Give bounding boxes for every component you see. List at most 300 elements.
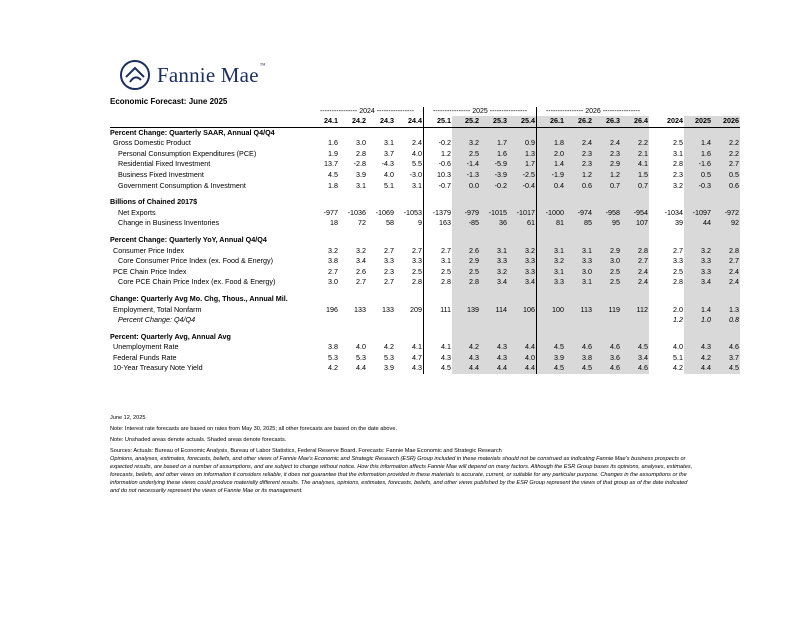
- quarter-cell: -977: [323, 207, 338, 217]
- quarter-cell: -4.3: [381, 159, 394, 169]
- annual-cell: -0.3: [684, 181, 712, 192]
- quarter-cell: [621, 332, 649, 343]
- year-group-label: ---------------- 2024 ----------------: [311, 107, 424, 116]
- annual-cell: 4.0: [673, 342, 683, 352]
- annual-cell: 44: [684, 218, 712, 229]
- quarter-cell: -1036: [347, 207, 366, 217]
- quarter-cell: 0.9: [508, 138, 537, 149]
- annual-cell: 4.5: [712, 363, 740, 374]
- quarter-cell: [565, 294, 593, 305]
- gap-cell: [649, 197, 656, 208]
- annual-cell: 3.3: [673, 256, 683, 266]
- quarter-cell: [621, 315, 649, 326]
- quarter-cell: 1.2: [565, 170, 593, 181]
- quarter-cell: [424, 294, 453, 305]
- annual-cell: -1097: [684, 208, 712, 219]
- annual-cell: 4.3: [684, 342, 712, 353]
- quarter-cell: 4.3: [452, 353, 480, 364]
- annual-cell: 1.4: [684, 305, 712, 316]
- quarter-cell: 3.2: [537, 256, 566, 267]
- quarter-cell: 2.3: [593, 149, 621, 160]
- quarter-cell: [452, 332, 480, 343]
- annual-cell: [712, 235, 740, 246]
- quarter-cell: 81: [537, 218, 566, 229]
- quarter-cell: [621, 294, 649, 305]
- quarter-cell: -1017: [508, 208, 537, 219]
- quarter-cell: 0.7: [621, 181, 649, 192]
- table-row: [110, 267, 740, 278]
- quarter-cell: -1053: [395, 208, 424, 219]
- quarter-cell: [593, 315, 621, 326]
- annual-cell: 2.0: [673, 304, 683, 314]
- gap-cell: [649, 159, 656, 170]
- quarter-cell: -2.5: [508, 170, 537, 181]
- quarter-cell: 3.3: [508, 256, 537, 267]
- quarter-cell: [537, 127, 566, 138]
- section-title-row: [110, 294, 740, 305]
- quarter-cell: 25.1: [424, 116, 453, 127]
- gap-cell: [649, 315, 656, 326]
- quarter-cell: 2.5: [441, 266, 451, 276]
- quarter-cell: 2.5: [452, 267, 480, 278]
- quarter-cell: -954: [621, 208, 649, 219]
- row-label: Core PCE Chain Price Index (ex. Food & Energy): [118, 277, 276, 287]
- quarter-cell: [424, 127, 453, 138]
- quarter-cell: [311, 315, 339, 326]
- annual-cell: 1.4: [684, 138, 712, 149]
- quarter-cell: [480, 294, 508, 305]
- quarter-cell: [537, 332, 566, 343]
- annual-cell: 4.6: [712, 342, 740, 353]
- quarter-cell: 2.7: [441, 245, 451, 255]
- row-label: Employment, Total Nonfarm: [113, 304, 202, 314]
- quarter-cell: 2.9: [593, 246, 621, 257]
- annual-cell: [656, 235, 684, 246]
- annual-cell: 2.7: [673, 245, 683, 255]
- quarter-cell: 4.1: [395, 342, 424, 353]
- forecast-table: [110, 107, 740, 374]
- year-group-label: ---------------- 2026 ----------------: [545, 108, 641, 115]
- quarter-cell: 3.1: [480, 246, 508, 257]
- gap-cell: [649, 170, 656, 181]
- row-label: 10-Year Treasury Note Yield: [113, 363, 203, 373]
- annual-cell: 2.4: [712, 277, 740, 288]
- quarter-cell: -3.0: [395, 170, 424, 181]
- annual-cell: 2.3: [673, 169, 683, 179]
- quarter-cell: -85: [452, 218, 480, 229]
- quarter-cell: -1015: [480, 208, 508, 219]
- quarter-cell: 95: [593, 218, 621, 229]
- annual-cell: [656, 332, 684, 343]
- quarter-cell: [537, 197, 566, 208]
- gap-cell: [649, 235, 656, 246]
- quarter-cell: [367, 197, 395, 208]
- quarter-cell: 1.2: [593, 170, 621, 181]
- quarter-cell: [621, 235, 649, 246]
- quarter-cell: 4.3: [480, 342, 508, 353]
- quarter-cell: 3.0: [593, 256, 621, 267]
- section-title: Change: Quarterly Avg Mo. Chg, Thous., Annual Mil.: [110, 293, 288, 303]
- table-row: [110, 138, 740, 149]
- quarter-cell: 4.1: [441, 342, 451, 352]
- gap-cell: [649, 138, 656, 149]
- quarter-cell: 0.0: [452, 181, 480, 192]
- quarter-cell: 1.6: [328, 138, 338, 148]
- gap-cell: [649, 305, 656, 316]
- quarter-cell: [565, 332, 593, 343]
- annual-cell: [656, 294, 684, 305]
- gap-cell: [649, 353, 656, 364]
- annual-cell: 2.8: [673, 277, 683, 287]
- gap-cell: [649, 256, 656, 267]
- annual-cell: 92: [712, 218, 740, 229]
- annual-cell: 2.2: [712, 149, 740, 160]
- quarter-cell: [367, 127, 395, 138]
- quarter-cell: -0.4: [508, 181, 537, 192]
- annual-cell: -1034: [664, 207, 683, 217]
- annual-cell: 4.4: [684, 363, 712, 374]
- quarter-cell: 111: [440, 304, 451, 314]
- quarter-cell: 58: [386, 218, 394, 228]
- quarter-cell: [424, 332, 453, 343]
- annual-cell: [684, 294, 712, 305]
- quarter-cell: 1.3: [508, 149, 537, 160]
- quarter-cell: 2.7: [356, 277, 366, 287]
- quarter-cell: 2.6: [356, 266, 366, 276]
- note-shading: Note: Unshaded areas denote actuals. Shaded areas denote forecasts.: [110, 437, 287, 443]
- note-sources: Sources: Actuals: Bureau of Economic Analysis, Bureau of Labor Statistics, Federal Reserve Board. Forecasts: Fannie Mae Economic and Strategic Research: [110, 448, 502, 454]
- quarter-cell: 1.4: [537, 159, 566, 170]
- quarter-cell: [311, 127, 339, 138]
- annual-cell: 2024: [656, 116, 684, 127]
- quarter-cell: [367, 332, 395, 343]
- quarter-cell: 26.2: [565, 116, 593, 127]
- quarter-cell: 85: [565, 218, 593, 229]
- quarter-cell: [480, 315, 508, 326]
- quarter-cell: [311, 294, 339, 305]
- quarter-cell: 3.2: [508, 246, 537, 257]
- quarter-cell: 3.2: [356, 245, 366, 255]
- annual-cell: 4.2: [684, 353, 712, 364]
- quarter-cell: 2.0: [537, 149, 566, 160]
- quarter-cell: 18: [330, 218, 338, 228]
- quarter-cell: 1.9: [328, 148, 338, 158]
- gap-cell: [649, 277, 656, 288]
- annual-cell: 2.4: [712, 267, 740, 278]
- annual-cell: 2026: [712, 116, 740, 127]
- quarter-cell: [395, 332, 424, 343]
- quarter-cell: 1.6: [480, 149, 508, 160]
- quarter-cell: [367, 235, 395, 246]
- gap-cell: [649, 149, 656, 160]
- quarter-cell: 72: [358, 218, 366, 228]
- quarter-cell: 2.6: [452, 246, 480, 257]
- notes-section: [110, 414, 695, 495]
- quarter-cell: -1.4: [452, 159, 480, 170]
- row-label: Government Consumption & Investment: [118, 180, 246, 190]
- quarter-cell: [593, 235, 621, 246]
- quarter-cell: 10.3: [437, 169, 451, 179]
- annual-cell: 1.2: [673, 315, 683, 325]
- gap-cell: [649, 127, 656, 138]
- quarter-cell: [367, 294, 395, 305]
- quarter-cell: [311, 197, 339, 208]
- quarter-cell: 133: [354, 304, 366, 314]
- quarter-cell: [424, 197, 453, 208]
- quarter-cell: [593, 332, 621, 343]
- quarter-cell: -1.9: [537, 170, 566, 181]
- quarter-cell: [537, 235, 566, 246]
- quarter-cell: 4.5: [328, 169, 338, 179]
- table-row: [110, 305, 740, 316]
- quarter-cell: 3.1: [565, 277, 593, 288]
- row-label: Net Exports: [118, 207, 156, 217]
- table-row: [110, 218, 740, 229]
- quarter-cell: [565, 197, 593, 208]
- quarter-cell: [395, 197, 424, 208]
- annual-cell: [656, 197, 684, 208]
- gap-cell: [649, 218, 656, 229]
- quarter-cell: 3.0: [565, 267, 593, 278]
- quarter-cell: -5.9: [480, 159, 508, 170]
- quarter-cell: -1069: [375, 207, 394, 217]
- quarter-cell: 5.1: [384, 180, 394, 190]
- quarter-cell: 4.4: [480, 363, 508, 374]
- quarter-cell: 4.7: [395, 353, 424, 364]
- gap-cell: [649, 116, 656, 127]
- quarter-cell: 61: [508, 218, 537, 229]
- note-disclaimer: Opinions, analyses, estimates, forecasts, beliefs, and other views of Fannie Mae's Economic and Strategic Research (ESR) Group included in these materials should not be construed as indicating Fannie Mae's business prospects or expected results, are based on a number of assumptions, and are subject to change without notice. How this information affects Fannie Mae will depend on many factors. Although the ESR Group bases its opinions, analyses, estimates, forecasts, beliefs, and other views on information it considers reliable, it does not guarantee that the information provided in these materials is accurate, current, or suitable for any particular purpose. Changes in the assumptions or the information underlying these views could produce materially different results. The analyses, opinions, estimates, forecasts, beliefs, and other views published by the ESR Group represent the views of that group as of the date indicated and do not necessarily represent the views of Fannie Mae or its management.: [110, 456, 693, 494]
- table-row: [110, 159, 740, 170]
- annual-cell: [684, 197, 712, 208]
- quarter-cell: 3.1: [565, 246, 593, 257]
- quarter-cell: 3.4: [356, 256, 366, 266]
- quarter-cell: -979: [452, 208, 480, 219]
- quarter-cell: 100: [537, 305, 566, 316]
- quarter-cell: 2.7: [328, 266, 338, 276]
- quarter-cell: -3.9: [480, 170, 508, 181]
- quarter-cell: -1.3: [452, 170, 480, 181]
- quarter-cell: [537, 294, 566, 305]
- quarter-cell: 2.8: [356, 148, 366, 158]
- quarter-cell: 3.1: [537, 246, 566, 257]
- header-spacer: [110, 116, 311, 127]
- quarter-cell: 4.0: [395, 149, 424, 160]
- quarter-cell: [339, 294, 367, 305]
- quarter-cell: 4.4: [508, 342, 537, 353]
- annual-cell: 3.2: [673, 180, 683, 190]
- annual-cell: 4.2: [673, 363, 683, 373]
- brand-name: Fannie Mae™: [157, 62, 266, 87]
- quarter-cell: [593, 127, 621, 138]
- quarter-cell: [537, 315, 566, 326]
- quarter-cell: 4.2: [328, 363, 338, 373]
- fannie-mae-logo: [120, 60, 266, 90]
- table-row: [110, 342, 740, 353]
- annual-cell: 1.6: [684, 149, 712, 160]
- quarter-cell: -1379: [432, 207, 451, 217]
- quarter-cell: 107: [621, 218, 649, 229]
- annual-cell: 3.7: [712, 353, 740, 364]
- table-row: [110, 277, 740, 288]
- row-label: Personal Consumption Expenditures (PCE): [118, 148, 257, 158]
- annual-cell: 39: [675, 218, 683, 228]
- quarter-cell: 3.3: [508, 267, 537, 278]
- gap-cell: [649, 107, 656, 116]
- quarter-cell: 4.2: [452, 342, 480, 353]
- gap-cell: [649, 294, 656, 305]
- quarter-cell: 1.7: [508, 159, 537, 170]
- section-title: Billions of Chained 2017$: [110, 197, 198, 207]
- quarter-cell: 3.1: [395, 181, 424, 192]
- quarter-cell: [424, 235, 453, 246]
- quarter-cell: [480, 197, 508, 208]
- quarter-cell: 5.3: [328, 352, 338, 362]
- quarter-cell: 1.8: [537, 138, 566, 149]
- quarter-cell: 4.5: [565, 363, 593, 374]
- quarter-cell: 25.4: [508, 116, 537, 127]
- quarter-cell: 5.3: [356, 352, 366, 362]
- quarter-cell: 139: [452, 305, 480, 316]
- quarter-cell: 3.3: [395, 256, 424, 267]
- row-label: Unemployment Rate: [113, 342, 179, 352]
- annual-cell: 2.5: [673, 266, 683, 276]
- quarter-cell: 2.8: [452, 277, 480, 288]
- annual-cell: 1.0: [684, 315, 712, 326]
- quarter-cell: 3.9: [537, 353, 566, 364]
- quarter-cell: 2.3: [565, 159, 593, 170]
- annual-cell: 2.8: [673, 159, 683, 169]
- gap-cell: [649, 363, 656, 374]
- quarter-cell: [565, 315, 593, 326]
- quarter-cell: 2.5: [395, 267, 424, 278]
- quarter-cell: 26.3: [593, 116, 621, 127]
- table-row: [110, 246, 740, 257]
- section-title: Percent: Quarterly Avg, Annual Avg: [110, 331, 231, 341]
- section-title-row: [110, 332, 740, 343]
- annual-cell: 2.7: [712, 159, 740, 170]
- quarter-cell: -2.8: [353, 159, 366, 169]
- quarter-cell: 3.8: [565, 353, 593, 364]
- row-label: Percent Change: Q4/Q4: [118, 315, 196, 325]
- quarter-cell: 3.2: [480, 267, 508, 278]
- annual-cell: 2.7: [712, 256, 740, 267]
- section-title: Percent Change: Quarterly SAAR, Annual Q4/Q4: [110, 127, 275, 137]
- quarter-cell: 3.9: [384, 363, 394, 373]
- quarter-cell: [508, 315, 537, 326]
- quarter-cell: 3.1: [384, 138, 394, 148]
- annual-cell: [712, 197, 740, 208]
- row-label: Core Consumer Price Index (ex. Food & Energy): [118, 256, 273, 266]
- quarter-cell: 2.4: [621, 277, 649, 288]
- quarter-cell: 4.3: [480, 353, 508, 364]
- quarter-cell: [452, 235, 480, 246]
- quarter-cell: 4.4: [508, 363, 537, 374]
- quarter-cell: 3.7: [384, 148, 394, 158]
- table-row: [110, 149, 740, 160]
- page-title: Economic Forecast: June 2025: [110, 97, 228, 106]
- row-label: PCE Chain Price Index: [113, 266, 187, 276]
- quarter-cell: 163: [439, 218, 451, 228]
- quarter-cell: 209: [395, 305, 424, 316]
- quarter-cell: 0.4: [537, 181, 566, 192]
- table-row: [110, 353, 740, 364]
- quarter-cell: [424, 315, 453, 326]
- quarter-cell: [311, 235, 339, 246]
- note-date: June 12, 2025: [110, 415, 146, 421]
- table-row: [110, 315, 740, 326]
- annual-cell: 5.1: [673, 352, 683, 362]
- quarter-cell: 4.4: [452, 363, 480, 374]
- quarter-cell: 3.0: [328, 277, 338, 287]
- quarter-cell: 24.1: [311, 116, 339, 127]
- quarter-cell: [565, 235, 593, 246]
- note-interest-rates: Note: Interest rate forecasts are based on rates from May 30, 2025; all other forecasts are based on the date above.: [110, 426, 397, 432]
- annual-cell: 0.6: [712, 181, 740, 192]
- annual-cell: -972: [712, 208, 740, 219]
- quarter-cell: -0.2: [480, 181, 508, 192]
- quarter-cell: 112: [621, 305, 649, 316]
- annual-cell: [712, 127, 740, 138]
- annual-cell: [656, 127, 684, 138]
- annual-cell: -1.6: [684, 159, 712, 170]
- quarter-cell: 3.6: [593, 353, 621, 364]
- quarter-cell: 4.5: [621, 342, 649, 353]
- quarter-cell: [339, 332, 367, 343]
- annual-cell: 2.8: [712, 246, 740, 257]
- quarter-cell: 36: [480, 218, 508, 229]
- quarter-cell: 2.7: [621, 256, 649, 267]
- annual-cell: 0.5: [712, 170, 740, 181]
- year-header-row: [110, 107, 740, 116]
- year-group-label: ---------------- 2025 ----------------: [424, 107, 537, 116]
- quarter-cell: 0.6: [565, 181, 593, 192]
- quarter-cell: 0.7: [593, 181, 621, 192]
- quarter-cell: 2.3: [565, 149, 593, 160]
- quarter-cell: [452, 294, 480, 305]
- quarter-cell: 2.3: [384, 266, 394, 276]
- annual-cell: 2.2: [712, 138, 740, 149]
- quarter-cell: -958: [593, 208, 621, 219]
- quarter-cell: 4.3: [441, 352, 451, 362]
- quarter-cell: 4.2: [384, 342, 394, 352]
- section-title-row: [110, 127, 740, 138]
- quarter-cell: 2.4: [395, 138, 424, 149]
- quarter-cell: 5.5: [395, 159, 424, 170]
- section-title-row: [110, 235, 740, 246]
- quarter-cell: [395, 127, 424, 138]
- gap-cell: [649, 208, 656, 219]
- quarter-header-row: [110, 116, 740, 127]
- quarter-cell: 3.3: [565, 256, 593, 267]
- quarter-cell: -0.2: [438, 138, 451, 148]
- table-row: [110, 256, 740, 267]
- quarter-cell: 2.5: [593, 277, 621, 288]
- quarter-cell: [395, 235, 424, 246]
- quarter-cell: 1.7: [480, 138, 508, 149]
- quarter-cell: 13.7: [324, 159, 338, 169]
- annual-cell: 3.4: [684, 277, 712, 288]
- house-circle-logo-icon: [120, 60, 150, 90]
- quarter-cell: 4.6: [565, 342, 593, 353]
- quarter-cell: 24.4: [395, 116, 424, 127]
- annual-cell: 2025: [684, 116, 712, 127]
- quarter-cell: 4.1: [621, 159, 649, 170]
- quarter-cell: [508, 235, 537, 246]
- quarter-cell: [339, 197, 367, 208]
- quarter-cell: [311, 332, 339, 343]
- quarter-cell: 106: [508, 305, 537, 316]
